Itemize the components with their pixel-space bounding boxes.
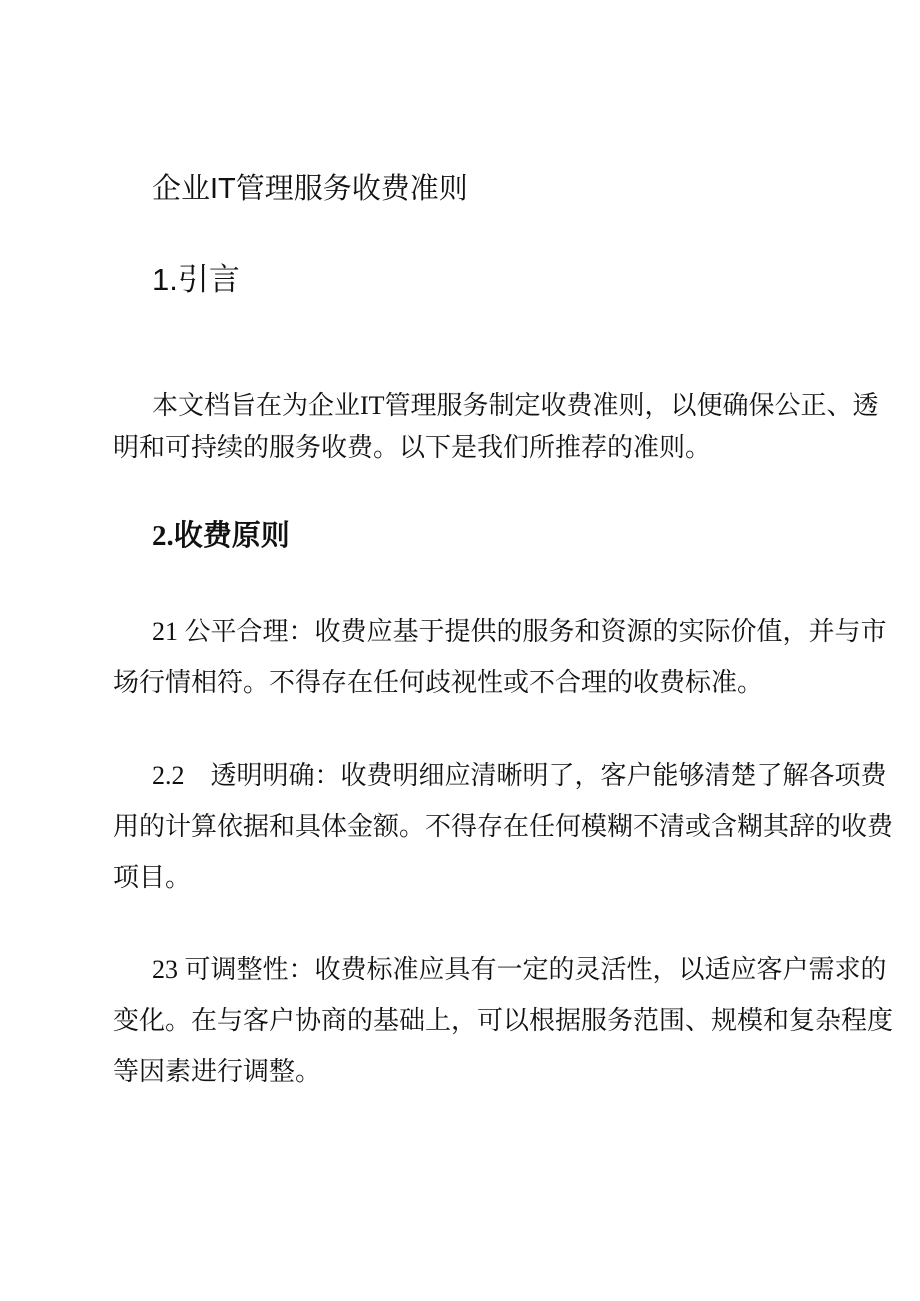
- paragraph-line: 项目。: [113, 863, 192, 892]
- section-heading-introduction: 1.引言: [152, 262, 240, 297]
- paragraph-line: 本文档旨在为企业IT管理服务制定收费准则，以便确保公正、透: [152, 391, 879, 420]
- paragraph-line: 用的计算依据和具体金额。不得存在任何模糊不清或含糊其辞的收费: [113, 812, 894, 841]
- document-title: 企业IT管理服务收费准则: [152, 173, 468, 205]
- section-heading-charging-principles: 2.收费原则: [152, 520, 290, 552]
- paragraph-line: 21 公平合理：收费应基于提供的服务和资源的实际价值，并与市: [152, 617, 887, 646]
- paragraph-line: 明和可持续的服务收费。以下是我们所推荐的准则。: [113, 433, 712, 462]
- paragraph-line: 2.2 透明明确：收费明细应清晰明了，客户能够清楚了解各项费: [152, 761, 887, 790]
- paragraph-line: 23 可调整性：收费标准应具有一定的灵活性，以适应客户需求的: [152, 955, 887, 984]
- paragraph-line: 等因素进行调整。: [113, 1057, 322, 1086]
- paragraph-line: 变化。在与客户协商的基础上，可以根据服务范围、规模和复杂程度: [113, 1006, 894, 1035]
- paragraph-line: 场行情相符。不得存在任何歧视性或不合理的收费标准。: [113, 668, 764, 697]
